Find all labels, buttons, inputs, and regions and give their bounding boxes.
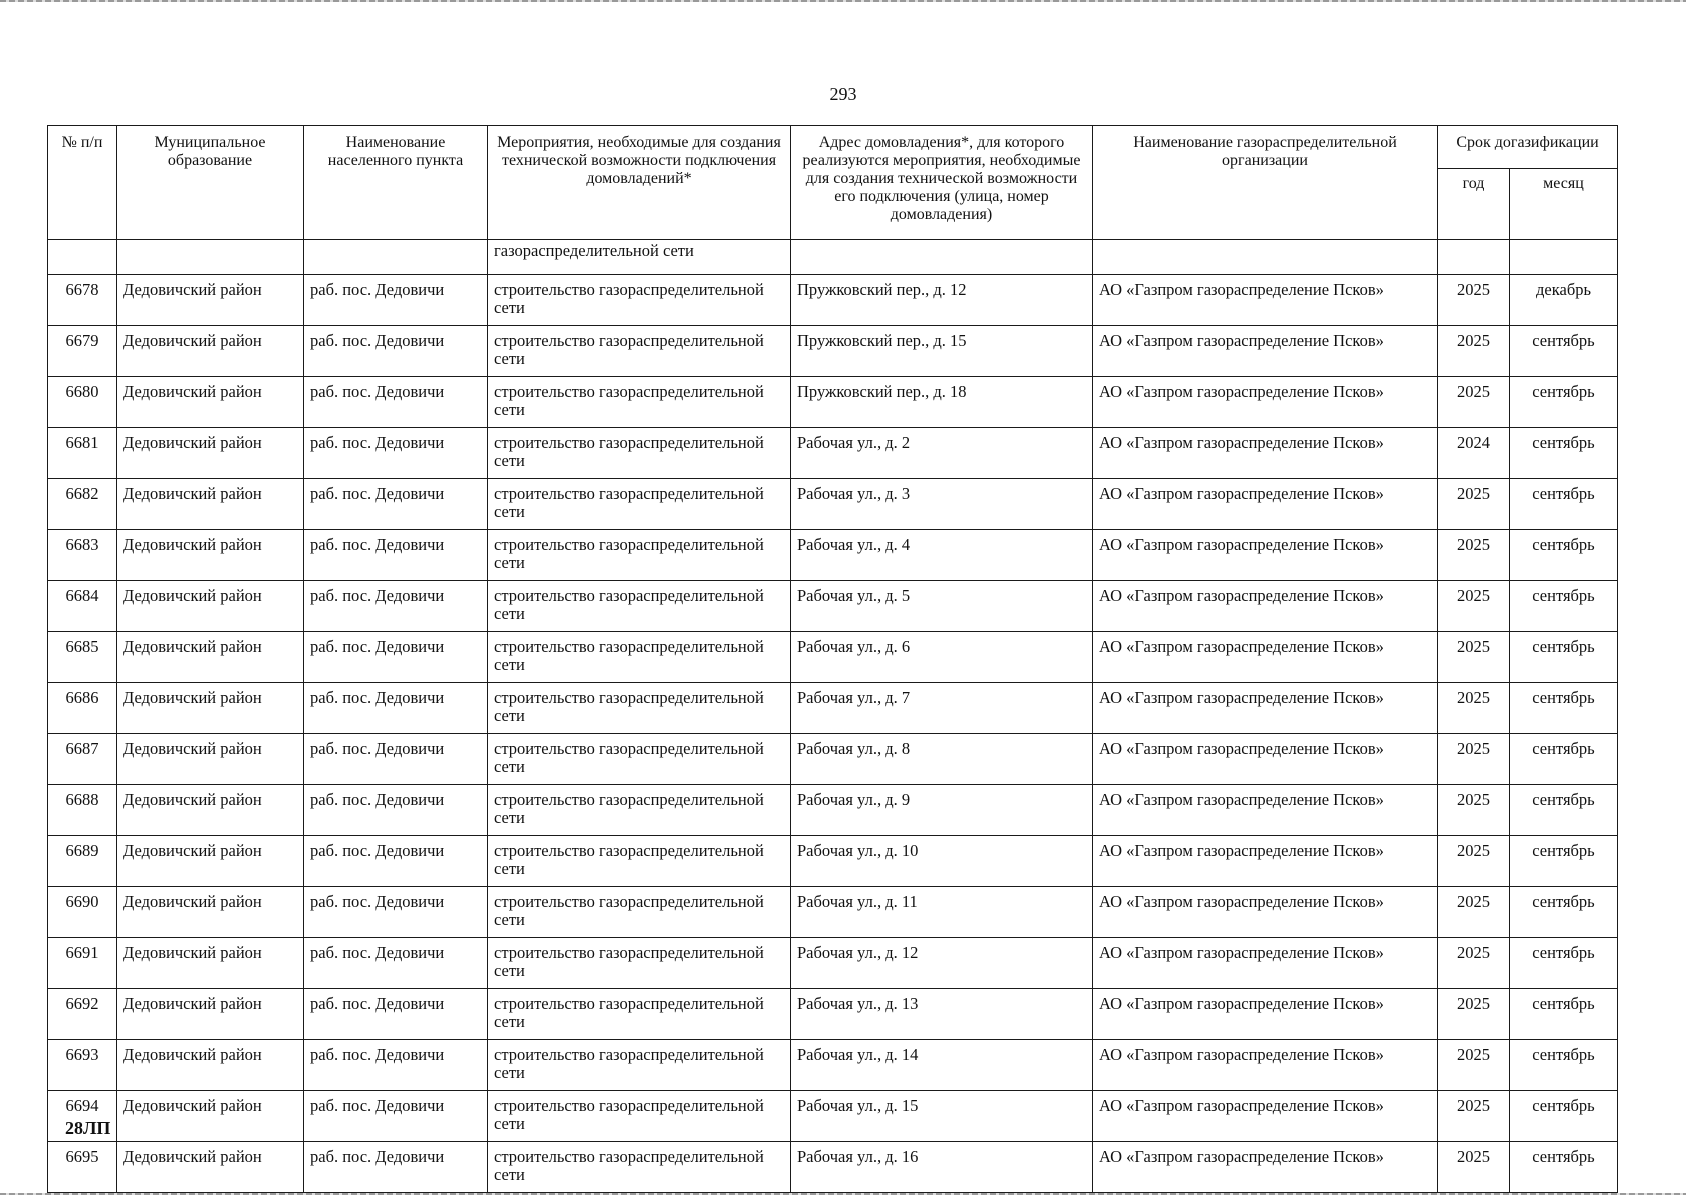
cell-address: Рабочая ул., д. 4 [791, 530, 1093, 581]
cell-address: Рабочая ул., д. 13 [791, 989, 1093, 1040]
table-row [48, 1040, 1618, 1091]
cell-measure: строительство газораспределительной сети [488, 530, 791, 581]
cell-measure: строительство газораспределительной сети [488, 989, 791, 1040]
cell-year: 2025 [1438, 938, 1510, 989]
cell-settlement: раб. пос. Дедовичи [304, 326, 488, 377]
cell-organization: АО «Газпром газораспределение Псков» [1093, 326, 1438, 377]
table-row [48, 275, 1618, 326]
cell-num: 6686 [48, 683, 117, 734]
cell-municipality: Дедовичский район [117, 887, 304, 938]
cell-num: 6679 [48, 326, 117, 377]
cell-address: Рабочая ул., д. 9 [791, 785, 1093, 836]
cell-year: 2025 [1438, 581, 1510, 632]
cell-municipality: Дедовичский район [117, 836, 304, 887]
continuation-row [48, 240, 1618, 275]
cell-organization: АО «Газпром газораспределение Псков» [1093, 938, 1438, 989]
header-num: № п/п [48, 126, 117, 240]
cell-year: 2025 [1438, 275, 1510, 326]
cell-settlement: раб. пос. Дедовичи [304, 887, 488, 938]
cell-organization: АО «Газпром газораспределение Псков» [1093, 1142, 1438, 1193]
cell-address: Рабочая ул., д. 2 [791, 428, 1093, 479]
cell-month: сентябрь [1510, 377, 1618, 428]
cell-month: сентябрь [1510, 1040, 1618, 1091]
cell-organization: АО «Газпром газораспределение Псков» [1093, 632, 1438, 683]
cell-num: 6690 [48, 887, 117, 938]
cell-year: 2025 [1438, 989, 1510, 1040]
table-row [48, 428, 1618, 479]
cell-year: 2025 [1438, 1091, 1510, 1142]
cell-num: 6687 [48, 734, 117, 785]
cell-measure: строительство газораспределительной сети [488, 938, 791, 989]
cell-address: Рабочая ул., д. 15 [791, 1091, 1093, 1142]
cell-address: Рабочая ул., д. 16 [791, 1142, 1093, 1193]
cell-month: сентябрь [1510, 683, 1618, 734]
header-municipality: Муниципальное образование [117, 126, 304, 240]
cell-settlement: раб. пос. Дедовичи [304, 377, 488, 428]
table-row [48, 683, 1618, 734]
cell-measure: строительство газораспределительной сети [488, 836, 791, 887]
cell-address: Рабочая ул., д. 3 [791, 479, 1093, 530]
cell-municipality: Дедовичский район [117, 1040, 304, 1091]
table-row [48, 1142, 1618, 1193]
cell-measure: строительство газораспределительной сети [488, 1091, 791, 1142]
cell-settlement: раб. пос. Дедовичи [304, 734, 488, 785]
cell-month: сентябрь [1510, 530, 1618, 581]
cell-address: Рабочая ул., д. 14 [791, 1040, 1093, 1091]
cell-month: сентябрь [1510, 1142, 1618, 1193]
cell-year: 2025 [1438, 734, 1510, 785]
table-row [48, 479, 1618, 530]
cell-num: 6694 [48, 1091, 117, 1142]
cell-organization: АО «Газпром газораспределение Псков» [1093, 1091, 1438, 1142]
cell-settlement: раб. пос. Дедовичи [304, 989, 488, 1040]
cell-measure: газораспределительной сети [488, 240, 791, 275]
cell-year: 2025 [1438, 683, 1510, 734]
cell-year: 2025 [1438, 785, 1510, 836]
cell-month: сентябрь [1510, 938, 1618, 989]
cell-organization: АО «Газпром газораспределение Псков» [1093, 581, 1438, 632]
cell-organization: АО «Газпром газораспределение Псков» [1093, 428, 1438, 479]
table-row [48, 632, 1618, 683]
cell-num: 6691 [48, 938, 117, 989]
cell-municipality: Дедовичский район [117, 1091, 304, 1142]
header-measures: Мероприятия, необходимые для создания технической возможности подключения домовладений* [488, 126, 791, 240]
cell-organization: АО «Газпром газораспределение Псков» [1093, 734, 1438, 785]
cell-settlement: раб. пос. Дедовичи [304, 938, 488, 989]
table-row [48, 377, 1618, 428]
cell-municipality: Дедовичский район [117, 581, 304, 632]
cell-measure: строительство газораспределительной сети [488, 428, 791, 479]
cell-measure: строительство газораспределительной сети [488, 326, 791, 377]
cell-municipality: Дедовичский район [117, 938, 304, 989]
table-row [48, 734, 1618, 785]
cell-municipality: Дедовичский район [117, 683, 304, 734]
cell-year: 2025 [1438, 887, 1510, 938]
cell-organization: АО «Газпром газораспределение Псков» [1093, 683, 1438, 734]
cell-settlement: раб. пос. Дедовичи [304, 1142, 488, 1193]
cell-settlement: раб. пос. Дедовичи [304, 785, 488, 836]
cell-measure: строительство газораспределительной сети [488, 479, 791, 530]
cell-address: Пружковский пер., д. 18 [791, 377, 1093, 428]
cell-address: Рабочая ул., д. 10 [791, 836, 1093, 887]
cell-settlement: раб. пос. Дедовичи [304, 275, 488, 326]
cell-municipality: Дедовичский район [117, 326, 304, 377]
cell-measure: строительство газораспределительной сети [488, 581, 791, 632]
table-row [48, 836, 1618, 887]
cell-measure: строительство газораспределительной сети [488, 785, 791, 836]
cell-municipality: Дедовичский район [117, 989, 304, 1040]
cell-municipality: Дедовичский район [117, 479, 304, 530]
cell-month [1510, 240, 1618, 275]
cell-organization [1093, 240, 1438, 275]
cell-measure: строительство газораспределительной сети [488, 275, 791, 326]
cell-settlement [304, 240, 488, 275]
cell-organization: АО «Газпром газораспределение Псков» [1093, 275, 1438, 326]
cell-month: сентябрь [1510, 785, 1618, 836]
document-code: 28ЛП [65, 1118, 111, 1138]
cell-measure: строительство газораспределительной сети [488, 1040, 791, 1091]
header-address: Адрес домовладения*, для которого реализуются мероприятия, необходимые для создания технической возможности его подключения (улица, номер домовладения) [791, 126, 1093, 240]
header-deadline: Срок догазификации [1438, 126, 1618, 169]
cell-organization: АО «Газпром газораспределение Псков» [1093, 836, 1438, 887]
cell-settlement: раб. пос. Дедовичи [304, 479, 488, 530]
cell-year: 2025 [1438, 530, 1510, 581]
cell-organization: АО «Газпром газораспределение Псков» [1093, 1040, 1438, 1091]
cell-month: сентябрь [1510, 581, 1618, 632]
cell-address: Рабочая ул., д. 7 [791, 683, 1093, 734]
cell-num: 6684 [48, 581, 117, 632]
header-organization: Наименование газораспределительной организации [1093, 126, 1438, 240]
cell-address [791, 240, 1093, 275]
scan-edge-bottom [0, 1193, 1686, 1195]
header-settlement: Наименование населенного пункта [304, 126, 488, 240]
table-row [48, 530, 1618, 581]
cell-year: 2025 [1438, 836, 1510, 887]
cell-num: 6692 [48, 989, 117, 1040]
cell-measure: строительство газораспределительной сети [488, 1142, 791, 1193]
table-row [48, 989, 1618, 1040]
cell-municipality: Дедовичский район [117, 428, 304, 479]
cell-address: Рабочая ул., д. 8 [791, 734, 1093, 785]
header-month: месяц [1510, 169, 1618, 240]
gasification-table [47, 125, 1618, 1193]
cell-year: 2025 [1438, 479, 1510, 530]
cell-settlement: раб. пос. Дедовичи [304, 530, 488, 581]
cell-month: сентябрь [1510, 734, 1618, 785]
cell-address: Рабочая ул., д. 12 [791, 938, 1093, 989]
cell-num [48, 240, 117, 275]
cell-address: Рабочая ул., д. 6 [791, 632, 1093, 683]
cell-organization: АО «Газпром газораспределение Псков» [1093, 887, 1438, 938]
cell-year: 2025 [1438, 326, 1510, 377]
cell-address: Рабочая ул., д. 5 [791, 581, 1093, 632]
cell-address: Пружковский пер., д. 12 [791, 275, 1093, 326]
cell-address: Рабочая ул., д. 11 [791, 887, 1093, 938]
cell-settlement: раб. пос. Дедовичи [304, 1040, 488, 1091]
cell-organization: АО «Газпром газораспределение Псков» [1093, 479, 1438, 530]
cell-organization: АО «Газпром газораспределение Псков» [1093, 989, 1438, 1040]
cell-month: сентябрь [1510, 887, 1618, 938]
cell-municipality: Дедовичский район [117, 1142, 304, 1193]
cell-settlement: раб. пос. Дедовичи [304, 683, 488, 734]
cell-year: 2025 [1438, 632, 1510, 683]
cell-measure: строительство газораспределительной сети [488, 734, 791, 785]
cell-measure: строительство газораспределительной сети [488, 632, 791, 683]
cell-num: 6682 [48, 479, 117, 530]
table-row [48, 326, 1618, 377]
table-row [48, 887, 1618, 938]
cell-year: 2025 [1438, 377, 1510, 428]
table-row [48, 581, 1618, 632]
cell-settlement: раб. пос. Дедовичи [304, 428, 488, 479]
cell-municipality [117, 240, 304, 275]
cell-num: 6681 [48, 428, 117, 479]
cell-measure: строительство газораспределительной сети [488, 377, 791, 428]
header-year: год [1438, 169, 1510, 240]
cell-month: сентябрь [1510, 326, 1618, 377]
cell-num: 6683 [48, 530, 117, 581]
cell-municipality: Дедовичский район [117, 734, 304, 785]
cell-municipality: Дедовичский район [117, 275, 304, 326]
table-row [48, 1091, 1618, 1142]
cell-num: 6685 [48, 632, 117, 683]
scan-edge-top [0, 0, 1686, 2]
cell-municipality: Дедовичский район [117, 377, 304, 428]
cell-num: 6680 [48, 377, 117, 428]
cell-municipality: Дедовичский район [117, 530, 304, 581]
table-row [48, 785, 1618, 836]
cell-month: сентябрь [1510, 632, 1618, 683]
cell-month: сентябрь [1510, 479, 1618, 530]
page-number: 293 [829, 84, 857, 104]
cell-year: 2025 [1438, 1142, 1510, 1193]
cell-municipality: Дедовичский район [117, 632, 304, 683]
cell-num: 6688 [48, 785, 117, 836]
cell-month: сентябрь [1510, 989, 1618, 1040]
table-row [48, 938, 1618, 989]
cell-organization: АО «Газпром газораспределение Псков» [1093, 530, 1438, 581]
cell-address: Пружковский пер., д. 15 [791, 326, 1093, 377]
cell-num: 6693 [48, 1040, 117, 1091]
cell-month: сентябрь [1510, 836, 1618, 887]
cell-settlement: раб. пос. Дедовичи [304, 632, 488, 683]
cell-measure: строительство газораспределительной сети [488, 683, 791, 734]
cell-settlement: раб. пос. Дедовичи [304, 581, 488, 632]
cell-month: декабрь [1510, 275, 1618, 326]
cell-month: сентябрь [1510, 428, 1618, 479]
cell-organization: АО «Газпром газораспределение Псков» [1093, 377, 1438, 428]
cell-month: сентябрь [1510, 1091, 1618, 1142]
cell-num: 6689 [48, 836, 117, 887]
cell-num: 6695 [48, 1142, 117, 1193]
cell-measure: строительство газораспределительной сети [488, 887, 791, 938]
cell-settlement: раб. пос. Дедовичи [304, 1091, 488, 1142]
cell-settlement: раб. пос. Дедовичи [304, 836, 488, 887]
cell-year: 2024 [1438, 428, 1510, 479]
cell-municipality: Дедовичский район [117, 785, 304, 836]
cell-num: 6678 [48, 275, 117, 326]
cell-year [1438, 240, 1510, 275]
cell-year: 2025 [1438, 1040, 1510, 1091]
cell-organization: АО «Газпром газораспределение Псков» [1093, 785, 1438, 836]
